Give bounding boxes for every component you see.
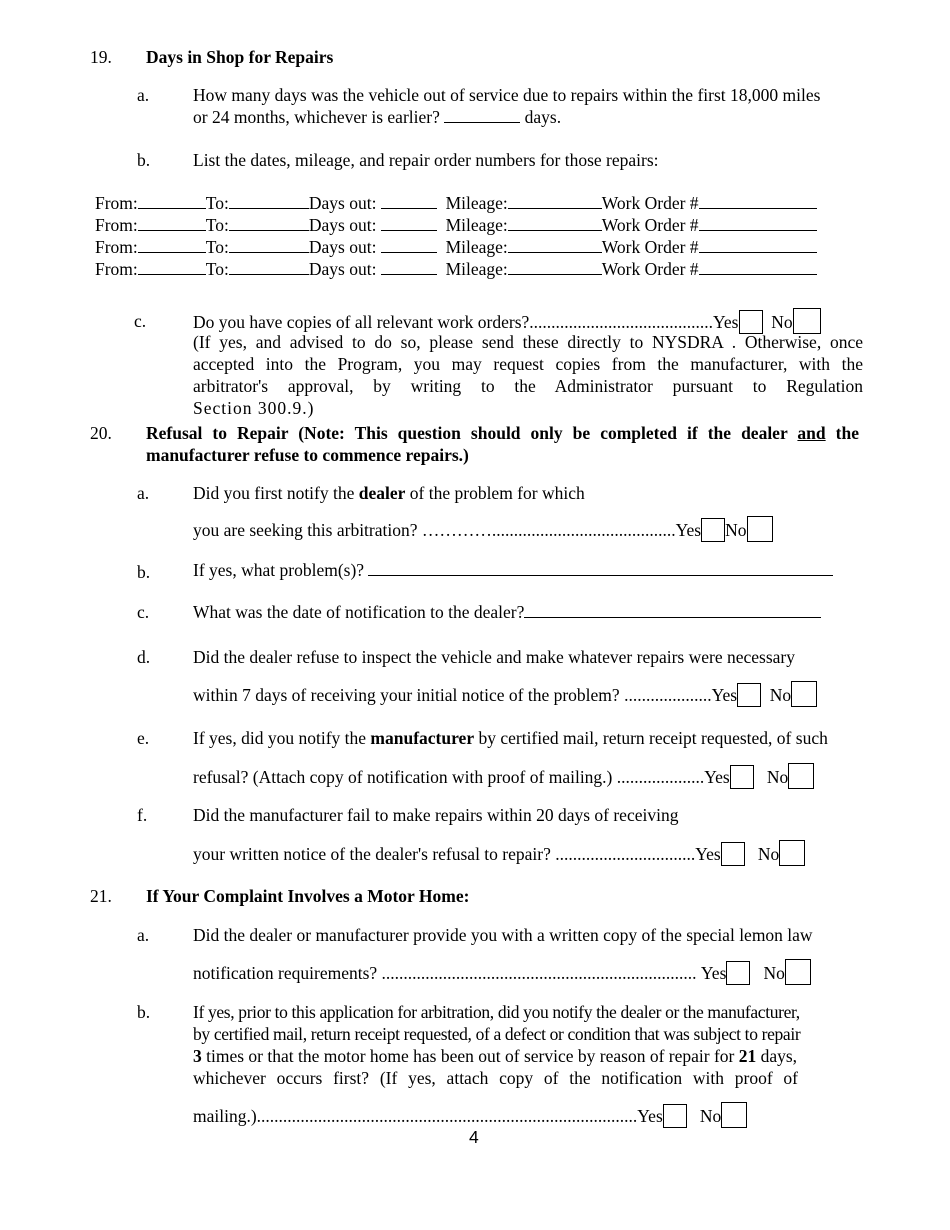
q20-title-and: and bbox=[797, 423, 826, 443]
q21b-line2: by certified mail, return receipt requested, of a defect or condition that was subject to repair bbox=[193, 1024, 801, 1044]
q20f-line2 bbox=[193, 840, 805, 866]
q21b-three: 3 bbox=[193, 1046, 202, 1066]
from-label: From: bbox=[95, 193, 138, 213]
yes-label: Yes bbox=[713, 312, 739, 332]
q20a-yes-checkbox[interactable] bbox=[701, 518, 725, 542]
to-label: To: bbox=[205, 237, 229, 257]
to-label: To: bbox=[205, 193, 229, 213]
q19c-letter: c. bbox=[134, 311, 147, 331]
q21a-line2 bbox=[193, 959, 811, 985]
q20b-row bbox=[193, 559, 833, 581]
q21b-line1: If yes, prior to this application for arbitration, did you notify the dealer or the manufacturer, bbox=[193, 1002, 800, 1022]
q20d-line2 bbox=[193, 681, 817, 707]
q19c-note-line1: (If yes, and advised to do so, please send these directly to NYSDRA . Otherwise, once bbox=[193, 332, 863, 352]
q20a-line2 bbox=[193, 516, 773, 542]
no-label: No bbox=[766, 767, 789, 787]
mileage-blank[interactable] bbox=[508, 214, 602, 231]
q20-number: 20. bbox=[90, 423, 112, 443]
work-order-label: Work Order # bbox=[601, 215, 699, 235]
work-order-blank[interactable] bbox=[699, 192, 817, 209]
to-label: To: bbox=[205, 215, 229, 235]
q21b-yes-checkbox[interactable] bbox=[663, 1104, 687, 1128]
from-label: From: bbox=[95, 259, 138, 279]
work-order-label: Work Order # bbox=[601, 237, 699, 257]
q21b-line5 bbox=[193, 1102, 747, 1128]
q19b-letter: b. bbox=[137, 150, 151, 170]
days-out-label: Days out: bbox=[308, 215, 377, 235]
to-blank[interactable] bbox=[229, 258, 309, 275]
yes-label: Yes bbox=[700, 963, 727, 983]
q20c-letter: c. bbox=[137, 602, 150, 622]
yes-label: Yes bbox=[704, 767, 730, 787]
q20a-dealer: dealer bbox=[358, 483, 406, 503]
yes-label: Yes bbox=[711, 685, 738, 705]
q20e-manufacturer: manufacturer bbox=[370, 728, 475, 748]
work-order-label: Work Order # bbox=[601, 259, 699, 279]
q21a-no-checkbox[interactable] bbox=[785, 959, 811, 985]
table-row bbox=[95, 192, 817, 214]
q21a-line1: Did the dealer or manufacturer provide you with a written copy of the special lemon law bbox=[193, 925, 813, 945]
days-out-blank[interactable] bbox=[381, 214, 437, 231]
from-label: From: bbox=[95, 237, 138, 257]
table-row bbox=[95, 258, 817, 280]
days-out-blank[interactable] bbox=[381, 192, 437, 209]
q20b-letter: b. bbox=[137, 562, 151, 582]
q20e-text1: If yes, did you notify the bbox=[193, 728, 371, 748]
q19-title: Days in Shop for Repairs bbox=[146, 47, 334, 67]
q20a-text1: Did you first notify the bbox=[193, 483, 359, 503]
to-blank[interactable] bbox=[229, 236, 309, 253]
q21b-no-checkbox[interactable] bbox=[721, 1102, 747, 1128]
q20f-letter: f. bbox=[137, 805, 148, 825]
yes-label: Yes bbox=[675, 520, 702, 540]
q20e-line1 bbox=[193, 727, 828, 749]
table-row bbox=[95, 214, 817, 236]
q19a-question: or 24 months, whichever is earlier? bbox=[193, 107, 440, 127]
q19-number: 19. bbox=[90, 47, 112, 67]
notification-date-blank[interactable] bbox=[524, 601, 821, 618]
q20d-letter: d. bbox=[137, 647, 151, 667]
no-label: No bbox=[757, 844, 780, 864]
mileage-label: Mileage: bbox=[445, 259, 508, 279]
work-order-blank[interactable] bbox=[699, 214, 817, 231]
q21-number: 21. bbox=[90, 886, 112, 906]
days-out-blank[interactable] bbox=[381, 236, 437, 253]
no-label: No bbox=[725, 520, 747, 540]
page-number: 4 bbox=[469, 1127, 479, 1147]
no-label: No bbox=[699, 1106, 722, 1126]
days-out-blank[interactable] bbox=[381, 258, 437, 275]
to-label: To: bbox=[205, 259, 229, 279]
q20a-no-checkbox[interactable] bbox=[747, 516, 773, 542]
yes-label: Yes bbox=[695, 844, 721, 864]
q20f-yes-checkbox[interactable] bbox=[721, 842, 745, 866]
q20a-text3: of the problem for which bbox=[405, 483, 585, 503]
q20a-letter: a. bbox=[137, 483, 150, 503]
no-label: No bbox=[771, 312, 793, 332]
q21b-line3 bbox=[193, 1045, 797, 1067]
q19c-note-line4: Section 300.9.) bbox=[193, 398, 315, 418]
q19a-line1: How many days was the vehicle out of service due to repairs within the first 18,000 miles bbox=[193, 85, 821, 105]
q19b-text: List the dates, mileage, and repair order numbers for those repairs: bbox=[193, 150, 659, 170]
problems-blank[interactable] bbox=[368, 559, 833, 576]
q20-title-part1: Refusal to Repair (Note: This question should only be completed if the dealer bbox=[146, 423, 798, 443]
work-order-blank[interactable] bbox=[699, 236, 817, 253]
days-out-label: Days out: bbox=[308, 259, 377, 279]
q21a-letter: a. bbox=[137, 925, 150, 945]
work-order-label: Work Order # bbox=[601, 193, 699, 213]
q20a-question: you are seeking this arbitration? ………….......................................... bbox=[193, 520, 676, 540]
q20d-no-checkbox[interactable] bbox=[791, 681, 817, 707]
q20e-question: refusal? (Attach copy of notification with proof of mailing.) .................... bbox=[193, 767, 705, 787]
from-blank[interactable] bbox=[138, 214, 206, 231]
mileage-blank[interactable] bbox=[508, 192, 602, 209]
from-blank[interactable] bbox=[138, 192, 206, 209]
q20c-row bbox=[193, 601, 821, 623]
no-label: No bbox=[769, 685, 792, 705]
q20e-line2 bbox=[193, 763, 814, 789]
q20f-line1: Did the manufacturer fail to make repairs within 20 days of receiving bbox=[193, 805, 679, 825]
q21b-letter: b. bbox=[137, 1002, 151, 1022]
q19c-question: Do you have copies of all relevant work orders?.......................................... bbox=[193, 312, 714, 332]
q19c-note-line2: accepted into the Program, you may request copies from the manufacturer, with the bbox=[193, 354, 863, 374]
to-blank[interactable] bbox=[229, 192, 309, 209]
q21b-twentyone: 21 bbox=[738, 1046, 757, 1066]
q20-title-line2: manufacturer refuse to commence repairs.) bbox=[146, 445, 469, 465]
from-blank[interactable] bbox=[138, 236, 206, 253]
q20e-yes-checkbox[interactable] bbox=[730, 765, 754, 789]
q21a-question: notification requirements? ........................................................................ bbox=[193, 963, 697, 983]
q20-title-line1 bbox=[146, 422, 859, 444]
from-label: From: bbox=[95, 215, 138, 235]
q20e-no-checkbox[interactable] bbox=[788, 763, 814, 789]
q20c-text: What was the date of notification to the dealer? bbox=[193, 602, 525, 622]
yes-label: Yes bbox=[637, 1106, 663, 1126]
mileage-blank[interactable] bbox=[508, 258, 602, 275]
q21b-text: times or that the motor home has been out of service by reason of repair for bbox=[201, 1046, 739, 1066]
q20d-question: within 7 days of receiving your initial notice of the problem? .................... bbox=[193, 685, 712, 705]
days-blank[interactable] bbox=[444, 106, 520, 123]
days-out-label: Days out: bbox=[308, 237, 377, 257]
q20f-question: your written notice of the dealer's refusal to repair? ................................ bbox=[193, 844, 696, 864]
q20a-line1 bbox=[193, 482, 585, 504]
from-blank[interactable] bbox=[138, 258, 206, 275]
q20e-letter: e. bbox=[137, 728, 150, 748]
days-out-label: Days out: bbox=[308, 193, 377, 213]
q21b-question: mailing.)....................................................................................... bbox=[193, 1106, 638, 1126]
mileage-label: Mileage: bbox=[445, 193, 508, 213]
q21-title: If Your Complaint Involves a Motor Home: bbox=[146, 886, 470, 906]
q19a-days-label: days. bbox=[524, 107, 562, 127]
q19c-note-line3: arbitrator's approval, by writing to the Administrator pursuant to Regulation bbox=[193, 376, 863, 396]
q20d-yes-checkbox[interactable] bbox=[737, 683, 761, 707]
q21b-days: days, bbox=[756, 1046, 798, 1066]
q21b-line4: whichever occurs first? (If yes, attach copy of the notification with proof of bbox=[193, 1068, 798, 1088]
work-order-blank[interactable] bbox=[699, 258, 817, 275]
q19a-letter: a. bbox=[137, 85, 150, 105]
mileage-label: Mileage: bbox=[445, 237, 508, 257]
q20d-line1: Did the dealer refuse to inspect the vehicle and make whatever repairs were necessary bbox=[193, 647, 796, 667]
q20f-no-checkbox[interactable] bbox=[779, 840, 805, 866]
table-row bbox=[95, 236, 817, 258]
to-blank[interactable] bbox=[229, 214, 309, 231]
no-label: No bbox=[763, 963, 785, 983]
mileage-label: Mileage: bbox=[445, 215, 508, 235]
q19a-line2 bbox=[193, 106, 561, 128]
mileage-blank[interactable] bbox=[508, 236, 602, 253]
q20e-text3: by certified mail, return receipt requested, of such bbox=[474, 728, 828, 748]
q20b-text: If yes, what problem(s)? bbox=[193, 560, 365, 580]
q20-title-part3: the bbox=[825, 423, 859, 443]
q21a-yes-checkbox[interactable] bbox=[726, 961, 750, 985]
